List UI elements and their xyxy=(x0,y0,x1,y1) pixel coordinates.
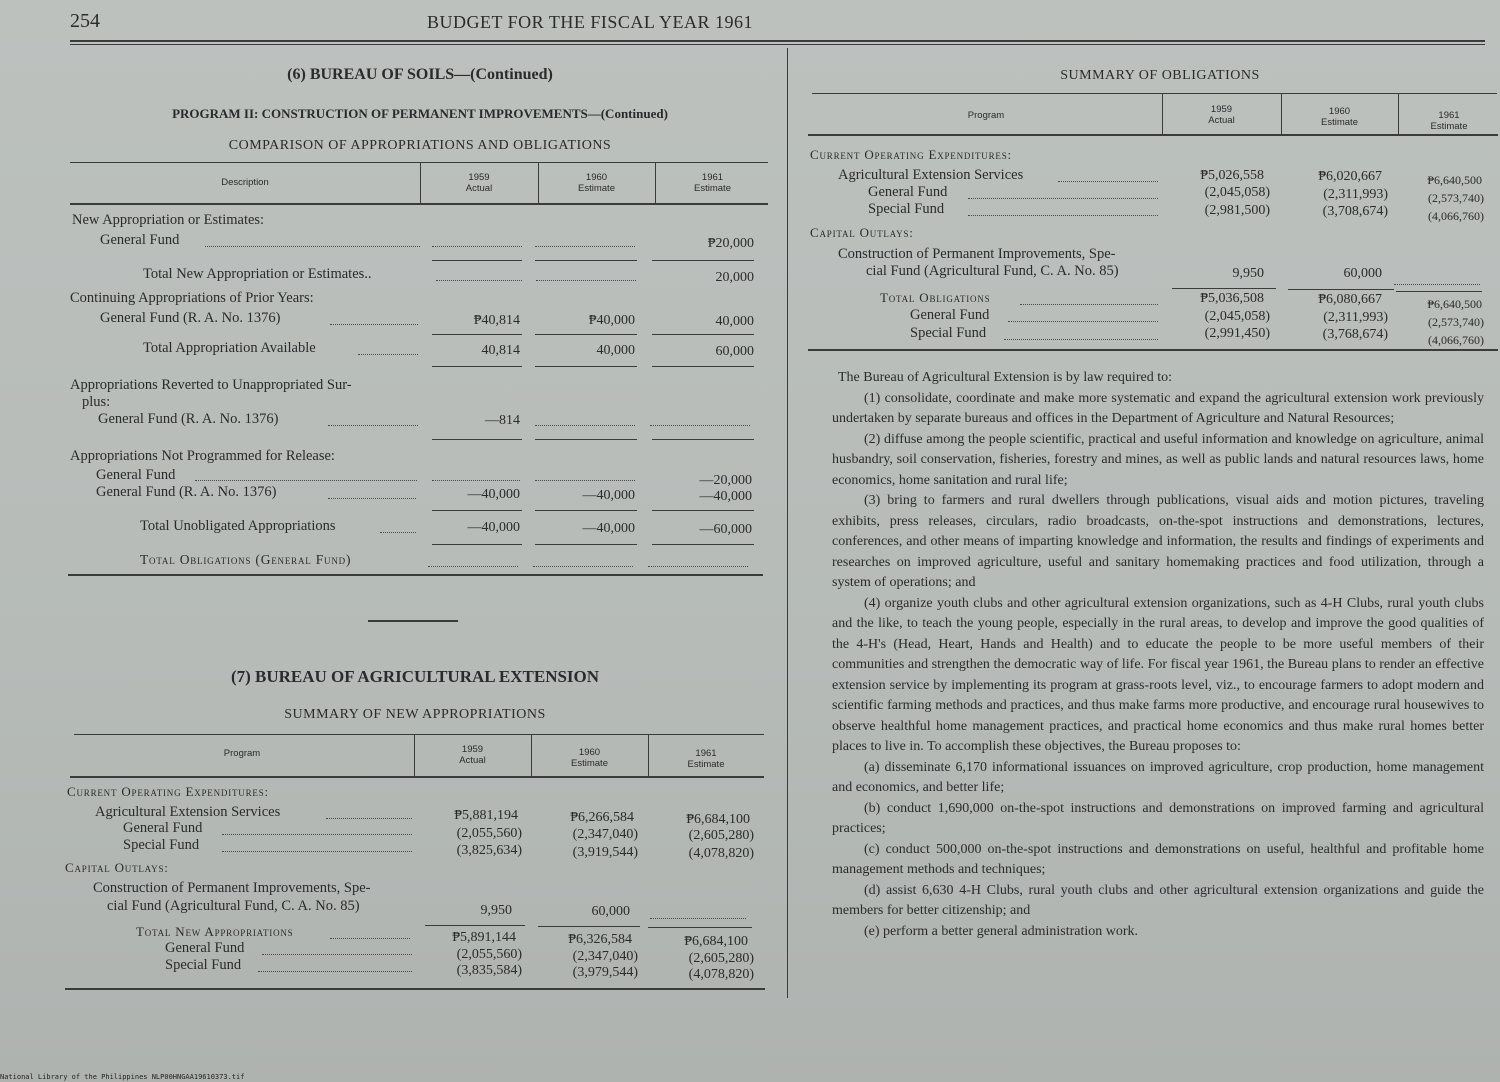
sum-rule xyxy=(652,260,754,261)
oblig-sf-1960: (3,708,674) xyxy=(1322,204,1388,219)
oblig-tgf-1961: (2,573,740) xyxy=(1428,315,1484,329)
sum-rule xyxy=(535,544,637,545)
leader-dots xyxy=(1020,304,1158,305)
scan-source-footer: National Library of the Philippines NLP00HNGAA19610373.tif xyxy=(0,1073,245,1081)
ext-row-total-sf: Special Fund xyxy=(165,957,242,973)
soils-row-total-unobligated: Total Unobligated Appropriations xyxy=(140,518,336,534)
soils-header-bottom-rule xyxy=(70,203,768,205)
leader-dots xyxy=(330,938,410,939)
sum-rule xyxy=(652,334,754,335)
soils-col-1960: 1960 Estimate xyxy=(578,172,615,194)
leader-dots xyxy=(432,480,520,481)
narrative-item-3: (3) bring to farmers and rural dwellers through publications, visual aids and motion pictures, traveling exhibits, press releases, circulars, radio broadcasts, on-the-spot instructions and demonstrations, lectures, conferences, and other means of imparting knowledge and information, the results and findings of experiments and researches on improved agriculture, useful and sanitary homemaking practices and food utilization, through a system of operations; and xyxy=(832,493,1484,590)
ext-c-1960: 60,000 xyxy=(591,904,630,919)
soils-row-gf-ra-3: General Fund (R. A. No. 1376) xyxy=(96,484,277,500)
leader-dots xyxy=(328,425,418,426)
column-divider xyxy=(787,48,788,998)
soils-tu-1959: —40,000 xyxy=(467,520,520,535)
ext-sf-1959: (3,825,634) xyxy=(456,843,522,858)
narrative-item-b: (b) conduct 1,690,000 on-the-spot instructions and demonstrations on improved farming and agricultural practices; xyxy=(832,800,1484,836)
leader-dots xyxy=(330,324,418,325)
ext-tgf-1959: (2,055,560) xyxy=(456,947,522,962)
ext-col-1959: 1959 Actual xyxy=(459,744,486,766)
sum-rule xyxy=(538,926,640,927)
narrative-item-d: (d) assist 6,630 4-H Clubs, rural youth clubs and other agricultural extension organizations and guide the members for better citizenship; and xyxy=(832,882,1484,918)
ext-gf-1961: (2,605,280) xyxy=(688,828,754,843)
soils-tu-1960: —40,000 xyxy=(582,521,635,536)
soils-gfra-1959: ₱40,814 xyxy=(473,313,520,328)
sum-rule xyxy=(425,925,525,926)
extension-table-title: SUMMARY OF NEW APPROPRIATIONS xyxy=(284,707,546,722)
ext-sf-1961: (4,078,820) xyxy=(688,846,754,861)
narrative-item-e: (e) perform a better general administration work. xyxy=(864,923,1139,939)
leader-dots xyxy=(536,280,636,281)
soils-row-total-available: Total Appropriation Available xyxy=(143,340,316,356)
leader-dots xyxy=(436,280,522,281)
oblig-row-sf: Special Fund xyxy=(868,201,945,217)
ext-row-constr-2: cial Fund (Agricultural Fund, C. A. No. 85) xyxy=(107,898,360,914)
oblig-col-1961: 1961 Estimate xyxy=(1430,110,1468,132)
soils-col-1959: 1959 Actual xyxy=(465,172,493,194)
soils-np-ra-1961: —40,000 xyxy=(699,489,752,504)
oblig-gf-1960: (2,311,993) xyxy=(1323,187,1388,202)
sum-rule xyxy=(652,366,754,367)
running-title: BUDGET FOR THE FISCAL YEAR 1961 xyxy=(426,12,754,32)
oblig-row-ag-ext: Agricultural Extension Services xyxy=(838,167,1024,183)
ext-tsf-1959: (3,835,584) xyxy=(456,963,522,978)
oblig-t-1959: ₱5,036,508 xyxy=(1200,291,1264,306)
oblig-table-bottom-rule xyxy=(808,349,1498,351)
oblig-row-gf: General Fund xyxy=(868,184,948,200)
sum-rule xyxy=(1396,291,1482,292)
soils-row-gf-3: General Fund xyxy=(96,467,176,483)
oblig-gf-1961: (2,573,740) xyxy=(1428,191,1484,205)
oblig-ag-1959: ₱5,026,558 xyxy=(1200,168,1264,183)
oblig-sf-1961: (4,066,760) xyxy=(1428,209,1484,223)
soils-gfra-1961: 40,000 xyxy=(715,314,754,329)
soils-table-bottom-rule xyxy=(68,574,763,576)
oblig-col-1959: 1959 Actual xyxy=(1208,104,1235,126)
narrative-item-4: (4) organize youth clubs and other agricultural extension organizations, such as 4-H Clubs, rural youth clubs and the like, to teach the young people, especially in the rural areas, to develop and improve the good qualities of the 4-H's (Head, Heart, Hands and Health) and to educate the people to be more useful members of their communities and strengthen the democratic way of life. For fiscal year 1961, the Bureau plans to render an effective extension service by implementing its program at grass-roots level, viz., to encourage farmers to adopt modern and scientific farming methods and practices, and thus make farms more productive, and encourage rural housewives to observe healthful home management practices, and practical home economics and thus make rural homes better places to live in. To accomplish these objectives, the Bureau proposes to: xyxy=(832,595,1484,754)
page-number: 254 xyxy=(70,10,100,32)
soils-total-new-1961: 20,000 xyxy=(715,270,754,285)
oblig-col-1960: 1960 Estimate xyxy=(1321,106,1358,128)
soils-np-ra-1959: —40,000 xyxy=(467,487,520,502)
ext-header-bottom-rule xyxy=(70,776,764,778)
narrative-item-1: (1) consolidate, coordinate and make more systematic and expand the agricultural extension work previously undertaken by separate bureaus and offices in the Department of Agriculture and Natural Resources; xyxy=(832,390,1484,426)
sum-rule xyxy=(432,439,522,440)
sum-rule xyxy=(535,510,637,511)
ext-gf-1960: (2,347,040) xyxy=(572,827,638,842)
sum-rule xyxy=(535,366,637,367)
oblig-row-capital: Capital Outlays: xyxy=(810,225,914,240)
ext-row-total-gf: General Fund xyxy=(165,940,245,956)
ext-table-bottom-rule xyxy=(65,988,765,990)
soils-np-ra-1960: —40,000 xyxy=(582,488,635,503)
soils-row-gf-ra: General Fund (R. A. No. 1376) xyxy=(100,310,281,326)
leader-dots xyxy=(650,425,750,426)
soils-ta-1960: 40,000 xyxy=(596,343,635,358)
ext-tgf-1961: (2,605,280) xyxy=(688,951,754,966)
soils-col-description: Description xyxy=(221,177,269,188)
ext-t-1961: ₱6,684,100 xyxy=(684,934,748,949)
soils-row-general-fund: General Fund xyxy=(100,232,180,248)
ext-ag-1961: ₱6,684,100 xyxy=(686,812,750,827)
soils-title: (6) BUREAU OF SOILS—(Continued) xyxy=(287,66,553,83)
ext-row-total: Total New Appropriations xyxy=(136,924,294,939)
oblig-row-constr-2: cial Fund (Agricultural Fund, C. A. No. 85) xyxy=(866,263,1119,279)
oblig-row-total: Total Obligations xyxy=(880,290,991,305)
soils-gfra-1960: ₱40,000 xyxy=(588,313,635,328)
leader-dots xyxy=(262,954,412,955)
leader-dots xyxy=(1008,321,1158,322)
sum-rule xyxy=(432,334,522,335)
oblig-row-total-sf: Special Fund xyxy=(910,325,987,341)
oblig-tgf-1960: (2,311,993) xyxy=(1323,310,1388,325)
leader-dots xyxy=(195,480,417,481)
sum-rule xyxy=(648,927,752,928)
soils-program: PROGRAM II: CONSTRUCTION OF PERMANENT IMPROVEMENTS—(Continued) xyxy=(172,106,668,121)
narrative-item-a: (a) disseminate 6,170 informational issuances on improved agriculture, crop production, home management and economics, and better life; xyxy=(832,759,1484,795)
sum-rule xyxy=(432,544,522,545)
ext-ag-1960: ₱6,266,584 xyxy=(570,810,634,825)
oblig-t-1960: ₱6,080,667 xyxy=(1318,292,1382,307)
oblig-row-total-gf: General Fund xyxy=(910,307,990,323)
leader-dots xyxy=(380,532,416,533)
soils-col-1961: 1961 Estimate xyxy=(694,172,731,194)
ext-row-constr-1: Construction of Permanent Improvements, Spe- xyxy=(93,880,371,896)
soils-tu-1961: —60,000 xyxy=(699,522,752,537)
soils-np-gf-1961: —20,000 xyxy=(699,473,752,488)
ext-col-program: Program xyxy=(223,748,261,759)
ext-tsf-1961: (4,078,820) xyxy=(688,967,754,982)
leader-dots xyxy=(432,246,522,247)
oblig-gf-1959: (2,045,058) xyxy=(1204,185,1270,200)
sum-rule xyxy=(652,439,754,440)
oblig-row-constr-1: Construction of Permanent Improvements, Spe- xyxy=(838,246,1116,262)
soils-reverted-1959: —814 xyxy=(485,413,520,428)
soils-row-continuing: Continuing Appropriations of Prior Years: xyxy=(70,290,314,306)
narrative xyxy=(832,368,1484,942)
oblig-c-1960: 60,000 xyxy=(1343,266,1382,281)
ext-gf-1959: (2,055,560) xyxy=(456,826,522,841)
sum-rule xyxy=(432,366,522,367)
oblig-col-program: Program xyxy=(967,110,1005,121)
ext-t-1960: ₱6,326,584 xyxy=(568,932,632,947)
ext-tsf-1960: (3,979,544) xyxy=(572,965,638,980)
soils-row-new-appropriation: New Appropriation or Estimates: xyxy=(72,212,265,228)
oblig-header-bottom-rule xyxy=(808,134,1498,136)
leader-dots xyxy=(1394,284,1480,285)
oblig-ag-1961: ₱6,640,500 xyxy=(1427,173,1482,187)
oblig-ag-1960: ₱6,020,667 xyxy=(1318,169,1382,184)
ext-row-current: Current Operating Expenditures: xyxy=(67,784,269,799)
ext-sf-1960: (3,919,544) xyxy=(572,845,638,860)
soils-row-reverted-2: plus: xyxy=(82,394,111,410)
soils-ta-1959: 40,814 xyxy=(481,343,520,358)
soils-row-reverted-1: Appropriations Reverted to Unappropriated Sur- xyxy=(70,377,352,393)
ext-row-sf: Special Fund xyxy=(123,837,200,853)
soils-row-gf-ra-2: General Fund (R. A. No. 1376) xyxy=(98,411,279,427)
header-rule-thin xyxy=(70,44,1485,45)
leader-dots xyxy=(1004,339,1158,340)
ext-tgf-1960: (2,347,040) xyxy=(572,949,638,964)
soils-row-not-programmed: Appropriations Not Programmed for Release: xyxy=(70,448,335,464)
sum-rule xyxy=(535,260,637,261)
oblig-table-top-rule xyxy=(812,93,1497,94)
soils-table-top-rule xyxy=(70,162,768,163)
leader-dots xyxy=(535,246,635,247)
leader-dots xyxy=(650,918,746,919)
oblig-table-title: SUMMARY OF OBLIGATIONS xyxy=(1060,68,1260,83)
ext-col-1960: 1960 Estimate xyxy=(571,747,608,769)
soils-table-title: COMPARISON OF APPROPRIATIONS AND OBLIGATIONS xyxy=(228,138,612,153)
leader-dots xyxy=(533,566,633,567)
oblig-tsf-1961: (4,066,760) xyxy=(1428,333,1484,347)
leader-dots xyxy=(358,354,418,355)
sum-rule xyxy=(432,260,522,261)
oblig-row-current: Current Operating Expenditures: xyxy=(810,147,1012,162)
oblig-c-1959: 9,950 xyxy=(1232,266,1264,281)
sum-rule xyxy=(535,334,637,335)
leader-dots xyxy=(968,215,1158,216)
leader-dots xyxy=(258,971,412,972)
section-break xyxy=(368,620,458,622)
leader-dots xyxy=(222,851,412,852)
leader-dots xyxy=(428,566,518,567)
soils-row-total-obligations: Total Obligations (General Fund) xyxy=(140,552,352,567)
oblig-tsf-1960: (3,768,674) xyxy=(1322,327,1388,342)
sum-rule xyxy=(1288,289,1394,290)
ext-row-ag-ext: Agricultural Extension Services xyxy=(95,804,281,820)
leader-dots xyxy=(326,818,412,819)
leader-dots xyxy=(328,498,416,499)
narrative-intro: The Bureau of Agricultural Extension is by law required to: xyxy=(838,370,1172,385)
sum-rule xyxy=(1172,288,1276,289)
leader-dots xyxy=(648,566,748,567)
leader-dots xyxy=(222,834,412,835)
ext-c-1959: 9,950 xyxy=(480,903,512,918)
ext-col-1961: 1961 Estimate xyxy=(687,748,725,770)
ext-row-capital: Capital Outlays: xyxy=(65,860,169,875)
leader-dots xyxy=(968,198,1158,199)
oblig-tgf-1959: (2,045,058) xyxy=(1204,309,1270,324)
sum-rule xyxy=(432,510,522,511)
ext-ag-1959: ₱5,881,194 xyxy=(454,808,518,823)
soils-ta-1961: 60,000 xyxy=(715,344,754,359)
leader-dots xyxy=(535,480,635,481)
oblig-sf-1959: (2,981,500) xyxy=(1204,203,1270,218)
leader-dots xyxy=(205,246,420,247)
soils-row-total-new: Total New Appropriation or Estimates.. xyxy=(143,266,372,282)
sum-rule xyxy=(652,544,754,545)
ext-t-1959: ₱5,891,144 xyxy=(452,930,516,945)
narrative-item-2: (2) diffuse among the people scientific, practical and useful information and knowledge on agriculture, animal husbandry, soil conservation, fisheries, forestry and mines, as well as public lands and natural resources laws, home economics, home sanitation and rural life; xyxy=(832,431,1484,488)
oblig-t-1961: ₱6,640,500 xyxy=(1427,297,1482,311)
leader-dots xyxy=(1058,181,1158,182)
sum-rule xyxy=(535,439,637,440)
soils-gf-1961: ₱20,000 xyxy=(707,236,754,251)
leader-dots xyxy=(535,425,635,426)
narrative-item-c: (c) conduct 500,000 on-the-spot instructions and demonstrations on useful, healthful and profitable home management methods and techniques; xyxy=(832,841,1484,877)
oblig-tsf-1959: (2,991,450) xyxy=(1204,326,1270,341)
extension-title: (7) BUREAU OF AGRICULTURAL EXTENSION xyxy=(230,667,600,686)
ext-row-gf: General Fund xyxy=(123,820,203,836)
sum-rule xyxy=(652,510,754,511)
ext-table-top-rule xyxy=(74,734,764,735)
header-rule xyxy=(70,40,1485,42)
